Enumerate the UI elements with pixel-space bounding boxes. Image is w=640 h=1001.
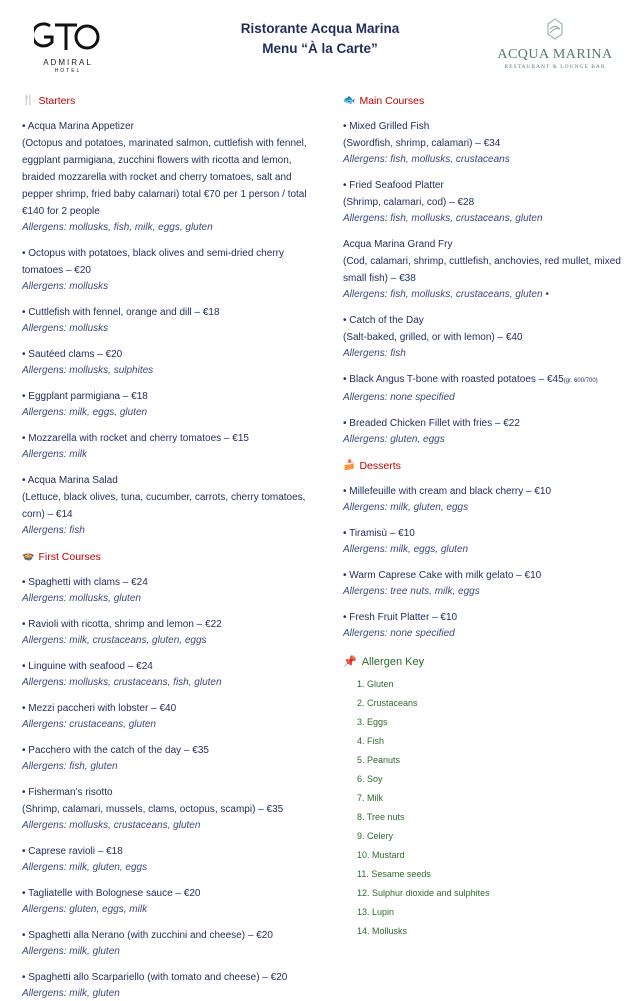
allergen-key-item: 12. Sulphur dioxide and sulphites: [357, 888, 490, 898]
restaurant-title: Ristorante Acqua Marina: [240, 21, 400, 36]
menu-item: [22, 574, 322, 606]
menu-item-name: [22, 388, 322, 405]
menu-item-title: • Mixed Grilled Fish: [343, 121, 430, 132]
menu-item: [343, 609, 623, 641]
menu-item-allergens: Allergens: milk, gluten: [22, 946, 120, 957]
desserts-title: Desserts: [359, 460, 401, 472]
menu-item-allergens: Allergens: gluten, eggs, milk: [22, 904, 148, 915]
menu-item: [343, 415, 623, 447]
menu-item-title: • Pacchero with the catch of the day – €35: [22, 745, 209, 756]
wave-emblem-icon: [546, 18, 564, 40]
menu-item-allergens: Allergens: milk, gluten, eggs: [343, 502, 469, 513]
menu-item-allergens: Allergens: none specified: [343, 628, 455, 639]
main-courses-list: [343, 118, 623, 447]
menu-item-allergens: Allergens: fish, mollusks, crustaceans, gluten: [343, 213, 543, 224]
menu-item-title: • Mozzarella with rocket and cherry tomatoes – €15: [22, 433, 249, 444]
allergen-key-item: 4. Fish: [357, 736, 385, 746]
menu-item-name: [343, 609, 623, 626]
menu-item-name: [343, 312, 623, 329]
menu-item: [22, 616, 322, 648]
menu-item-title: • Caprese ravioli – €18: [22, 846, 123, 857]
menu-item-allergens: Allergens: mollusks, crustaceans, gluten: [22, 820, 201, 831]
menu-item: [22, 658, 322, 690]
menu-item-allergens: Allergens: mollusks, sulphites: [22, 365, 154, 376]
menu-item: [22, 472, 322, 538]
main-courses-heading: [343, 94, 623, 108]
dish-icon: 🍴: [22, 95, 35, 106]
menu-item-name: [22, 784, 322, 801]
allergen-key-title: Allergen Key: [361, 655, 425, 668]
allergen-key-list: [357, 675, 623, 941]
menu-item-name: [22, 843, 322, 860]
allergen-key-item: 13. Lupin: [357, 907, 395, 917]
menu-item-title: Acqua Marina Grand Fry: [343, 239, 453, 250]
menu-item-name: [22, 969, 322, 986]
menu-item-title: • Tagliatelle with Bolognese sauce – €20: [22, 888, 201, 899]
menu-item-title: • Fried Seafood Platter: [343, 180, 444, 191]
menu-item-allergens: Allergens: crustaceans, gluten: [22, 719, 156, 730]
allergen-key-item: 6. Soy: [357, 774, 383, 784]
hotel-sub: HOTEL: [54, 68, 82, 74]
menu-item-title: • Sautéed clams – €20: [22, 349, 123, 360]
brand-logo: [495, 18, 615, 70]
menu-item-name: [22, 118, 322, 135]
menu-item: [22, 430, 322, 462]
menu-title: Menu “À la Carte”: [262, 41, 378, 56]
menu-item-allergens: Allergens: gluten, eggs: [343, 434, 445, 445]
menu-item-name: [343, 236, 623, 253]
allergen-key-item: 14. Mollusks: [357, 926, 408, 936]
menu-item: [22, 742, 322, 774]
menu-item-allergens: Allergens: milk: [22, 449, 88, 460]
brand-sub: RESTAURANT & LOUNGE BAR: [504, 64, 606, 70]
gto-logo-icon: [34, 20, 102, 54]
menu-header: [200, 19, 440, 59]
allergen-key-item: 2. Crustaceans: [357, 698, 418, 708]
menu-item-note: (gr. 600/700): [563, 378, 598, 384]
menu-item-detail: (Swordfish, shrimp, calamari) – €34: [343, 138, 501, 149]
allergen-key-item: 7. Milk: [357, 793, 384, 803]
menu-item-title: • Octopus with potatoes, black olives and semi-dried cherry tomatoes – €20: [22, 248, 284, 276]
menu-item-name: [22, 700, 322, 717]
menu-item-detail: (Octopus and potatoes, marinated salmon, cuttlefish with fennel, eggplant parmigiana, zucchini flowers with ricotta and lemon, braided mozzarella with rocket and cherry tomatoes, salt and pepper shrimp, fried baby calamari) total €70 per 1 person / total €140 for 2 people: [22, 138, 307, 217]
menu-item-name: [22, 430, 322, 447]
menu-item-name: [343, 415, 623, 432]
menu-item: [22, 700, 322, 732]
menu-item-allergens: Allergens: none specified: [343, 392, 455, 403]
menu-item-name: [22, 574, 322, 591]
menu-item-title: • Catch of the Day: [343, 315, 424, 326]
desserts-list: [343, 483, 623, 641]
first-courses-title: First Courses: [38, 551, 101, 563]
menu-item-title: • Ravioli with ricotta, shrimp and lemon – €22: [22, 619, 222, 630]
menu-item-allergens: Allergens: mollusks, crustaceans, fish, gluten: [22, 677, 222, 688]
menu-item-name: [22, 346, 322, 363]
menu-item-allergens: Allergens: milk, gluten: [22, 988, 120, 999]
menu-item-detail: (Lettuce, black olives, tuna, cucumber, carrots, cherry tomatoes, corn) – €14: [22, 492, 306, 520]
menu-item-name: [343, 177, 623, 194]
menu-item-name: [22, 742, 322, 759]
menu-item-title: • Black Angus T-bone with roasted potatoes – €45: [343, 374, 564, 385]
menu-item-name: [22, 304, 322, 321]
menu-item: [343, 483, 623, 515]
menu-item-allergens: Allergens: milk, eggs, gluten: [22, 407, 148, 418]
menu-item: [22, 388, 322, 420]
pot-icon: 🍲: [22, 551, 35, 562]
allergen-key-item: 5. Peanuts: [357, 755, 401, 765]
menu-item-name: [22, 616, 322, 633]
menu-item: [343, 371, 623, 405]
menu-item-title: • Acqua Marina Appetizer: [22, 121, 134, 132]
menu-item-title: • Linguine with seafood – €24: [22, 661, 153, 672]
menu-item-name: [343, 567, 623, 584]
menu-item-allergens: Allergens: milk, crustaceans, gluten, eggs: [22, 635, 207, 646]
menu-item-name: [343, 483, 623, 500]
cake-icon: 🍰: [343, 460, 356, 471]
menu-item-title: • Spaghetti alla Nerano (with zucchini and cheese) – €20: [22, 930, 273, 941]
menu-item-allergens: Allergens: mollusks, gluten: [22, 593, 141, 604]
desserts-heading: [343, 459, 623, 473]
menu-item-title: • Mezzi paccheri with lobster – €40: [22, 703, 177, 714]
allergen-key-item: 8. Tree nuts: [357, 812, 405, 822]
menu-item-detail: (Shrimp, calamari, mussels, clams, octopus, scampi) – €35: [22, 804, 284, 815]
menu-item: [22, 784, 322, 833]
starters-title: Starters: [38, 95, 76, 107]
allergen-key-heading: [343, 655, 623, 668]
menu-item: [22, 245, 322, 294]
menu-item-title: • Fisherman’s risotto: [22, 787, 113, 798]
menu-item-name: [343, 118, 623, 135]
starters-list: [22, 118, 322, 538]
hotel-logo: [28, 20, 108, 74]
menu-item-title: • Eggplant parmigiana – €18: [22, 391, 148, 402]
allergen-key-item: 11. Sesame seeds: [357, 869, 431, 879]
menu-item-name: [343, 525, 623, 542]
menu-item-title: • Spaghetti allo Scarpariello (with tomato and cheese) – €20: [22, 972, 288, 983]
first-courses-list: [22, 574, 322, 1001]
menu-item-allergens: Allergens: mollusks: [22, 281, 109, 292]
fish-icon: 🐟: [343, 95, 356, 106]
menu-item-name: [22, 927, 322, 944]
menu-item-allergens: Allergens: mollusks, fish, milk, eggs, gluten: [22, 222, 213, 233]
menu-item-title: • Warm Caprese Cake with milk gelato – €10: [343, 570, 542, 581]
menu-item-allergens: Allergens: milk, eggs, gluten: [343, 544, 469, 555]
menu-item: [22, 927, 322, 959]
first-courses-heading: [22, 550, 322, 564]
menu-item-title: • Cuttlefish with fennel, orange and dill – €18: [22, 307, 220, 318]
menu-item: [22, 969, 322, 1001]
allergen-key-item: 3. Eggs: [357, 717, 388, 727]
allergen-key-item: 1. Gluten: [357, 679, 394, 689]
menu-item-allergens: Allergens: fish, mollusks, crustaceans, gluten •: [343, 289, 549, 300]
menu-item-title: • Tiramisù – €10: [343, 528, 415, 539]
menu-item-name: [343, 371, 623, 390]
allergen-key-item: 10. Mustard: [357, 850, 405, 860]
allergen-key-item: 9. Celery: [357, 831, 394, 841]
menu-item-title: • Millefeuille with cream and black cherry – €10: [343, 486, 552, 497]
menu-item: [22, 118, 322, 235]
menu-item-title: • Spaghetti with clams – €24: [22, 577, 148, 588]
main-courses-title: Main Courses: [359, 95, 425, 107]
left-column: [22, 94, 322, 1001]
menu-item: [22, 346, 322, 378]
menu-item-allergens: Allergens: fish: [22, 525, 85, 536]
starters-heading: [22, 94, 322, 108]
menu-item: [343, 118, 623, 167]
right-column: [343, 94, 623, 941]
menu-item: [22, 843, 322, 875]
menu-item-name: [22, 885, 322, 902]
menu-item-allergens: Allergens: mollusks: [22, 323, 109, 334]
pin-icon: 📌: [343, 656, 357, 668]
menu-item-detail: (Cod, calamari, shrimp, cuttlefish, anchovies, red mullet, mixed small fish) – €38: [343, 256, 621, 284]
menu-item-allergens: Allergens: fish, mollusks, crustaceans: [343, 154, 510, 165]
menu-item-title: • Fresh Fruit Platter – €10: [343, 612, 458, 623]
menu-item: [343, 567, 623, 599]
menu-item: [22, 885, 322, 917]
hotel-name: ADMIRAL: [43, 58, 93, 67]
menu-item-name: [22, 658, 322, 675]
menu-item-detail: (Shrimp, calamari, cod) – €28: [343, 197, 475, 208]
menu-item-name: [22, 245, 322, 279]
menu-item: [343, 236, 623, 302]
menu-item-title: • Acqua Marina Salad: [22, 475, 118, 486]
menu-item-detail: (Salt-baked, grilled, or with lemon) – €40: [343, 332, 523, 343]
menu-item: [22, 304, 322, 336]
menu-item-allergens: Allergens: fish, gluten: [22, 761, 118, 772]
menu-item: [343, 525, 623, 557]
menu-item-allergens: Allergens: tree nuts, milk, eggs: [343, 586, 480, 597]
menu-item-allergens: Allergens: fish: [343, 348, 406, 359]
menu-item-name: [22, 472, 322, 489]
menu-item: [343, 177, 623, 226]
brand-name: ACQUA MARINA: [497, 47, 613, 62]
menu-item: [343, 312, 623, 361]
menu-item-title: • Breaded Chicken Fillet with fries – €22: [343, 418, 520, 429]
menu-item-allergens: Allergens: milk, gluten, eggs: [22, 862, 148, 873]
